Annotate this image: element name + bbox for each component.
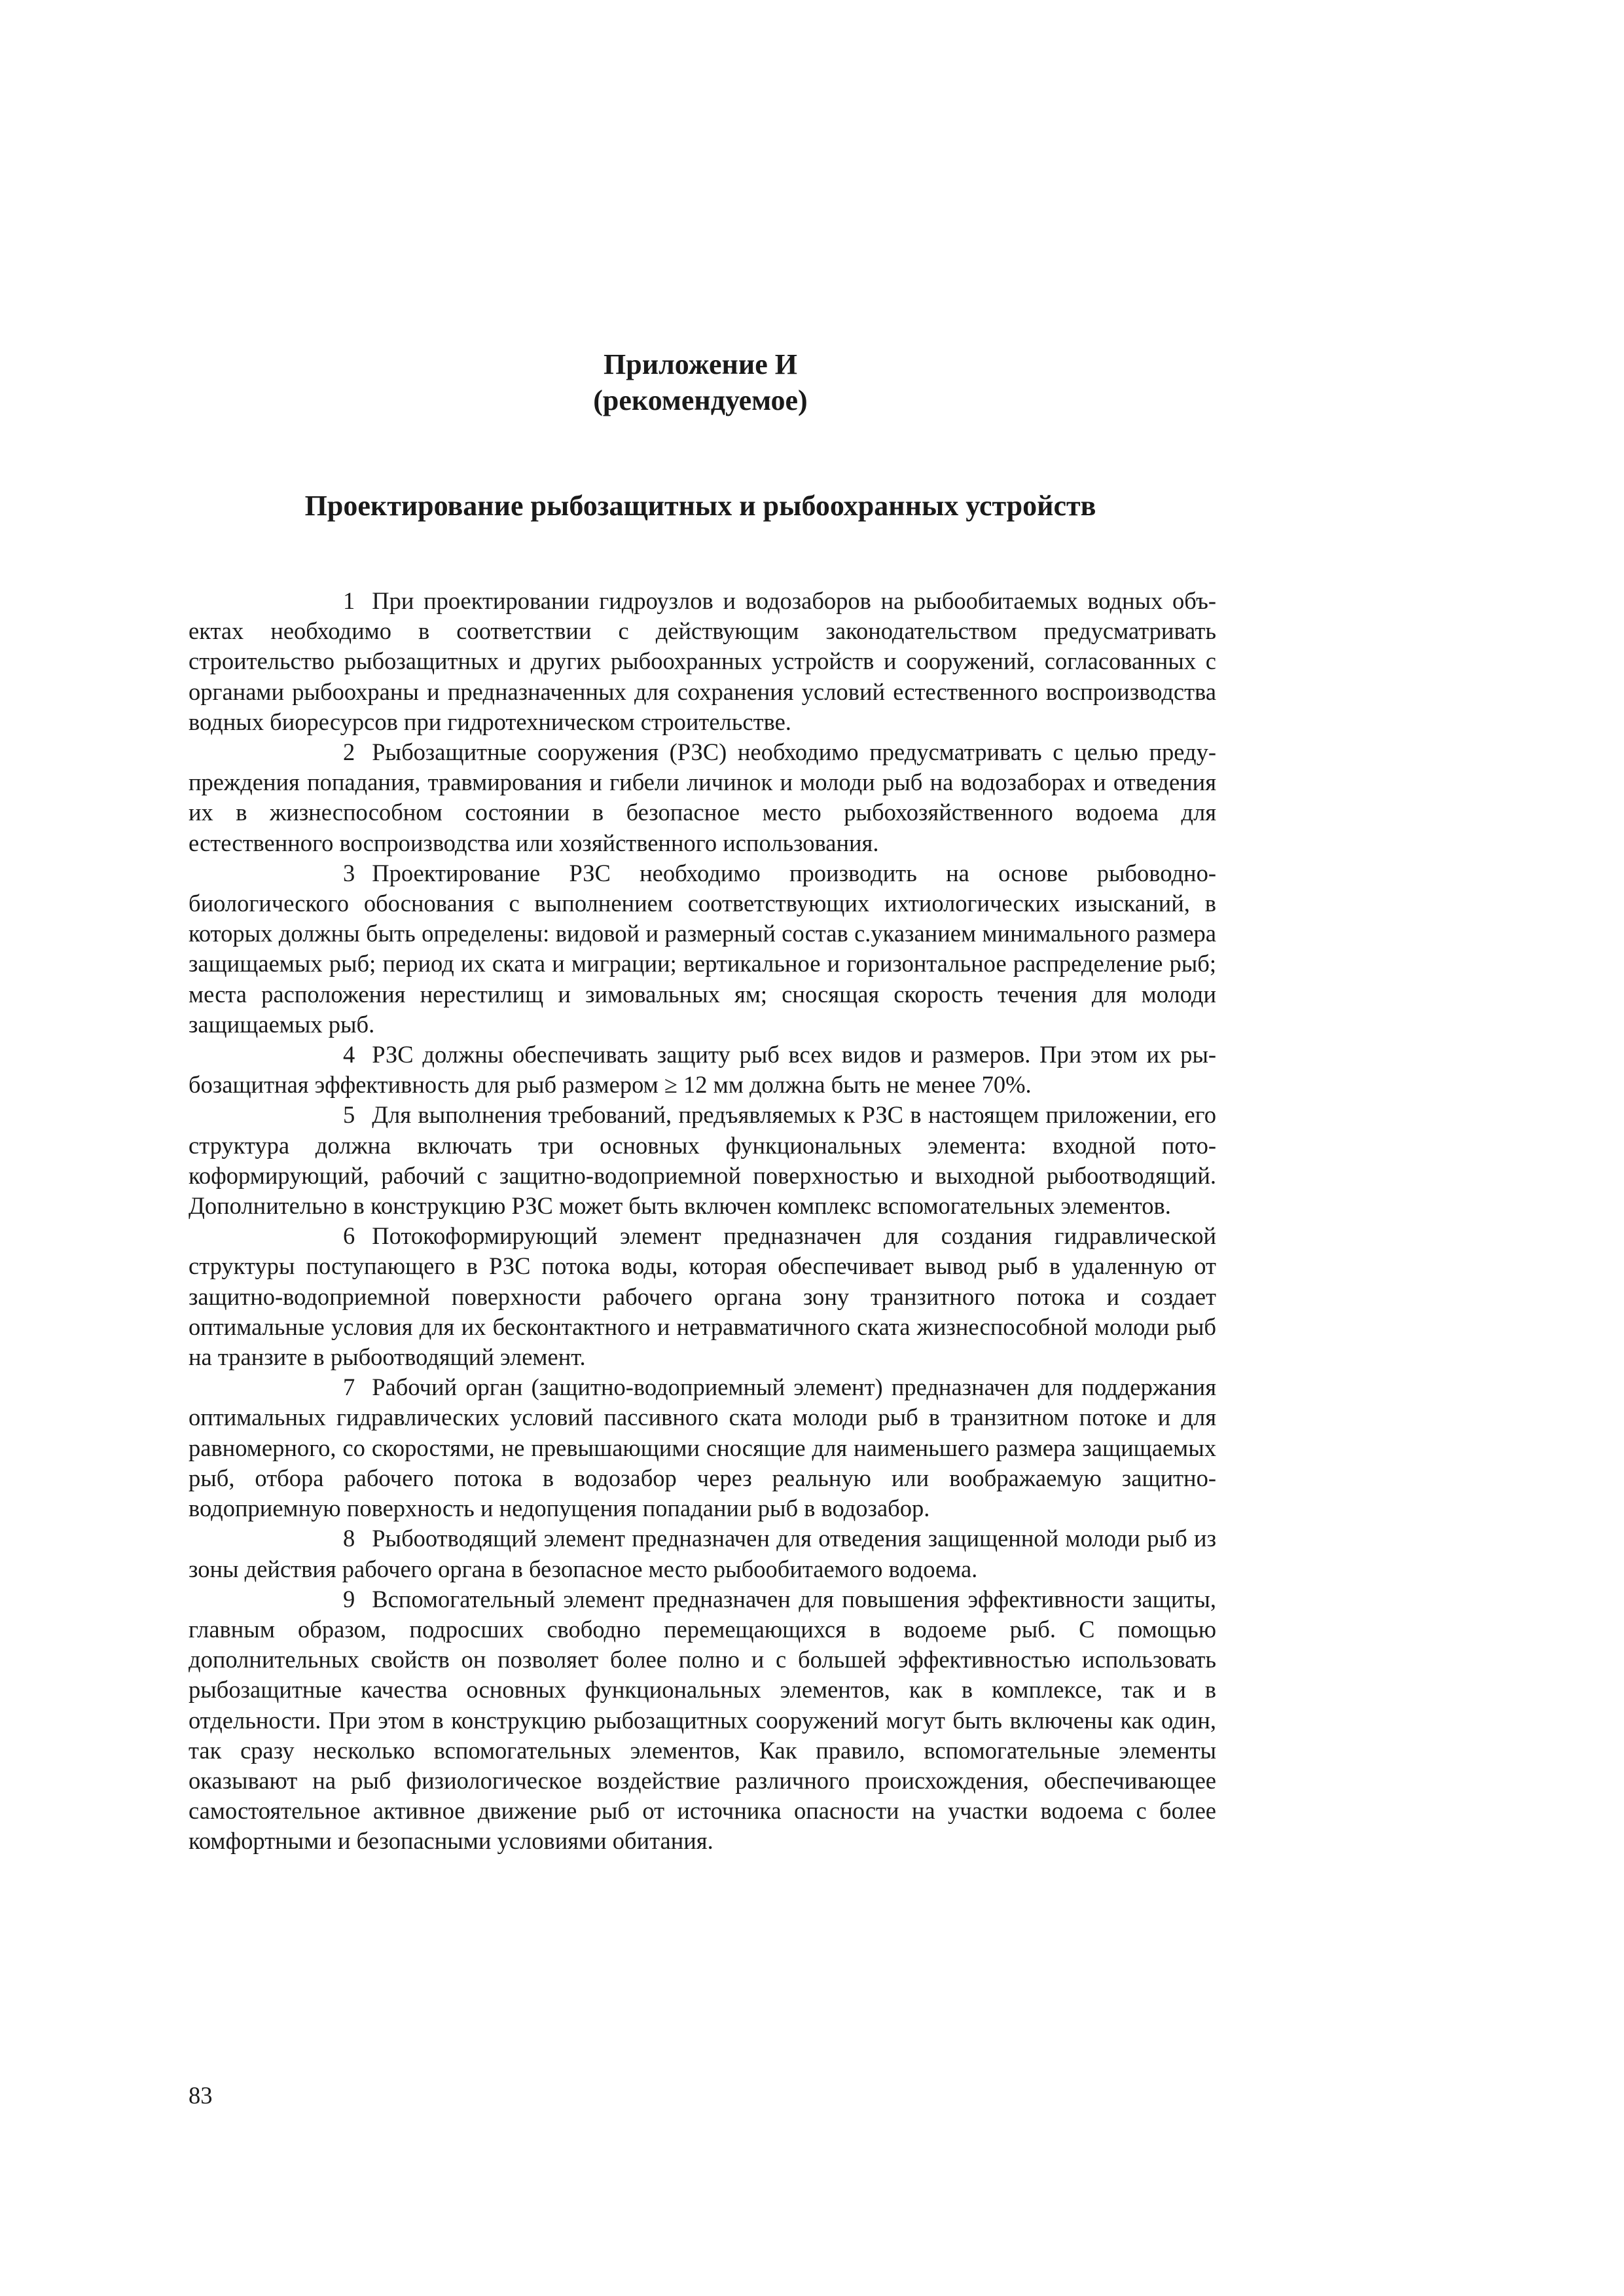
paragraph-7 xyxy=(189,1372,1216,1523)
paragraph-5 xyxy=(189,1100,1216,1221)
paragraph-number: 5 xyxy=(343,1101,355,1129)
paragraph-number: 9 xyxy=(343,1585,355,1613)
paragraph-number: 8 xyxy=(343,1525,355,1552)
paragraph-3 xyxy=(189,858,1216,1040)
paragraph-text: Рыбоотводящий элемент предназначен для отведения защищенной молоди рыб из зоны действия рабочего органа в безопасное место рыбообитаемого водоема. xyxy=(189,1525,1216,1582)
paragraph-6 xyxy=(189,1221,1216,1372)
paragraph-number: 3 xyxy=(343,859,355,886)
paragraph-number: 1 xyxy=(343,587,355,614)
paragraph-text: Проектирование РЗС необходимо производить на основе рыбоводно-биологического обоснования с выполнением соответствующих ихтиологических изысканий, в которых должны быть определены: видовой и размерный состав с.указанием минимального размера защищаемых рыб; период их ската и миграции; вертикальное и горизонтальное распределение рыб; места расположения нерестилищ и зимовальных ям; сносящая скорость течения для молоди защищаемых рыб. xyxy=(189,859,1216,1038)
page-number: 83 xyxy=(189,2082,213,2109)
paragraph-2 xyxy=(189,737,1216,858)
paragraph-text: Рыбозащитные сооружения (РЗС) необходимо предусматривать с целью предупреждения попадания, травмирования и гибели личинок и молоди рыб на водозаборах и отведения их в жизнеспособном состоянии в безопасное место рыбохозяйственного водоема для естественного воспроизводства или хозяйственного использования. xyxy=(189,738,1216,856)
appendix-status: (рекомендуемое) xyxy=(593,384,808,416)
paragraph-9 xyxy=(189,1584,1216,1857)
paragraph-1 xyxy=(189,586,1216,737)
paragraph-text: РЗС должны обеспечивать защиту рыб всех видов и размеров. При этом их рыбозащитная эффективность для рыб размером ≥ 12 мм должна быть не менее 70%. xyxy=(189,1041,1216,1099)
paragraph-8 xyxy=(189,1523,1216,1584)
paragraph-number: 6 xyxy=(343,1222,355,1250)
paragraph-4 xyxy=(189,1040,1216,1100)
paragraph-text: Для выполнения требований, предъявляемых к РЗС в настоящем приложении, его структура должна включать три основных функциональных элемента: входной потокоформирующий, рабочий с защитно-водоприемной поверхностью и выходной рыбоотводящий. Дополнительно в конструкцию РЗС может быть включен комплекс вспомогательных элементов. xyxy=(189,1101,1216,1220)
paragraph-text: Потокоформирующий элемент предназначен для создания гидравлической структуры поступающего в РЗС потока воды, которая обеспечивает вывод рыб в удаленную от защитно-водоприемной поверхности рабочего органа зону транзитного потока и создает оптимальные условия для их бесконтактного и нетравматичного ската жизнеспособной молоди рыб на транзите в рыбоотводящий элемент. xyxy=(189,1222,1216,1371)
paragraph-number: 7 xyxy=(343,1374,355,1401)
paragraph-number: 2 xyxy=(343,738,355,766)
paragraph-number: 4 xyxy=(343,1041,355,1068)
appendix-title: Приложение И xyxy=(604,348,797,380)
paragraph-text: При проектировании гидроузлов и водозаборов на рыбообитаемых водных объектах необходимо в соответствии с действующим законодательством предусматривать строительство рыбозащитных и других рыбоохранных устройств и сооружений, согласованных с органами рыбоохраны и предназначенных для сохранения условий естественного воспроизводства водных биоресурсов при гидротехническом строительстве. xyxy=(189,587,1216,735)
paragraph-text: Рабочий орган (защитно-водоприемный элемент) предназначен для поддержания оптимальных гидравлических условий пассивного ската молоди рыб в транзитном потоке и для равномерного, со скоростями, не превышающими сносящие для наименьшего размера защищаемых рыб, отбора рабочего потока в водозабор через реальную или воображаемую защитно-водоприемную поверхность и недопущения попадании рыб в водозабор. xyxy=(189,1374,1216,1522)
section-heading: Проектирование рыбозащитных и рыбоохранных устройств xyxy=(304,490,1096,522)
paragraph-text: Вспомогательный элемент предназначен для повышения эффективности защиты, главным образом, подросших свободно перемещающихся в водоеме рыб. С помощью дополнительных свойств он позволяет более полно и с большей эффективностью использовать рыбозащитные качества основных функциональных элементов, как в комплексе, так и в отдельности. При этом в конструкцию рыбозащитных сооружений могут быть включены как один, так сразу несколько вспомогательных элементов, Как правило, вспомогательные элементы оказывают на рыб физиологическое воздействие различного происхождения, обеспечивающее самостоятельное активное движение рыб от источника опасности на участки водоема с более комфортными и безопасными условиями обитания. xyxy=(189,1585,1216,1855)
body-text xyxy=(189,586,1216,1857)
